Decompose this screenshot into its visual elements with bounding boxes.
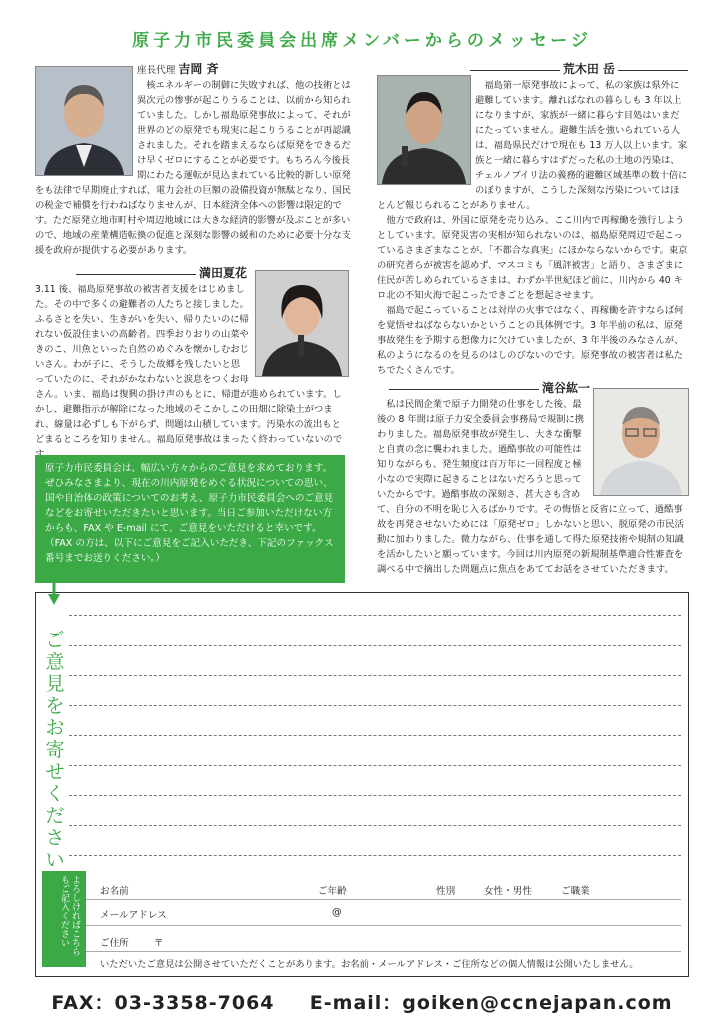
opinion-line[interactable]: [69, 645, 681, 646]
form-row-divider: [86, 899, 681, 900]
page-title: 原子力市民委員会出席メンバーからのメッセージ: [132, 31, 592, 51]
form-row-divider: [86, 951, 681, 952]
opinion-line[interactable]: [69, 825, 681, 826]
form-vertical-label: ご意見をお寄せください: [45, 629, 65, 871]
yoshioka-name: 吉岡 斉: [178, 62, 219, 76]
age-label: ご年齢: [318, 886, 347, 897]
opinion-line[interactable]: [69, 675, 681, 676]
yoshioka-body: 核エネルギーの制御に失敗すれば、他の技術とは異次元の惨事が起こりうることは、以前から知られていました。しかし福島原発事故によって、それが世界のどの原発でも現実に起こりうることが再認識されました。それを踏まえるならば原発をできるだけ早くゼロにすることが必要です。もちろん今後長期にわたる運転が見込まれている比較的新しい原発をも法律で早期廃止すれば、電力会社の巨額の設備投資が無駄となり、国民の税金で補償を行わねばなりませんが、日本経済全体への影響は限定的です。ただ原発立地市町村や周辺地域には大きな経済的影響が及ぶことが多いので、地域の産業構造転換の促進と深刻な影響の緩和のために必要十分な支援を政府が提供する必要があります。: [35, 80, 352, 256]
arakida-body3: 福島で起こっていることは対岸の火事ではなく、再稼働を許すならば何を覚悟せねばならないかということの具体例です。3 年半前の私は、原発事故発生を予期する想像力に欠けていましたが、3 年半後のみなさんが、私のようになるのを見るのはしのびないのです。原発事故の被害者は私たちでたくさんです。: [377, 305, 684, 376]
arakida-rule-right: [618, 70, 688, 71]
gender-options[interactable]: 女性・男性: [484, 886, 532, 897]
gender-label: 性別: [436, 886, 456, 897]
notice-line2: （FAX の方は、以下にご意見をご記入いただき、下記のファックス番号までお送りください。）: [45, 538, 334, 564]
opinion-line[interactable]: [69, 795, 681, 796]
form-row-divider: [86, 925, 681, 926]
mitsuda-body: 3.11 後、福島原発事故の被害者支援をはじめました。その中で多くの避難者の人たちと接しました。ふるさとを失い、生きがいを失い、帰りたいのに帰れない仮設住まいの高齢者。四季おりおりの山菜やきのこ、川魚といった自然のめぐみを懐かしむおじいさん。わが子に、そうした故郷を残したいと思っていたのに、それがかなわないと涙息をつくお母さん。いま、福島は復興の掛け声のもとに、帰還が進められています。しかし、避難指示が解除になった地域のそこかしこの田畑に除染土がつまれ、線量は必ずしも下がらず、問題は山積しています。汚染水の流出もとどまるところを知りません。福島原発事故はまったく終わっていないので: [35, 284, 343, 445]
job-label: ご職業: [561, 886, 590, 897]
notice-line1: 原子力市民委員会は、幅広い方々からのご意見を求めております。ぜひみなさまより、現在の川内原発をめぐる状況についての思い、国や自治体の政策についてのお考え、原子力市民委員会へのご意見などをお寄せいただきたいと思います。当日ご参加いただけない方からも、FAX や E-mail にて、ご意見をいただけると幸いです。: [45, 463, 334, 534]
at-mark: @: [332, 907, 342, 918]
mitsuda-name: 満田夏花: [198, 266, 247, 280]
mitsuda-rule: [76, 274, 196, 275]
opinion-line[interactable]: [69, 735, 681, 736]
mitsuda-section: [35, 266, 347, 462]
email-label: メールアドレス: [100, 910, 167, 921]
privacy-disclaimer: いただいたご意見は公開させていただくことがあります。お名前・メールアドレス・ご住所などの個人情報は公開いたしません。: [100, 959, 639, 970]
arakida-body1: 福島第一原発事故によって、私の家族は県外に避難しています。離ればなれの暮らしも 3 年以上になりますが、家族が一緒に暮らす目処はいまだにたっていません。避難生活を強いられている人は、福島県民だけで現在も 13 万人以上います。家族と一緒に暮らすはずだった私の土地の汚染は、チェルノブイリ法の義務的避難区域基準の数十倍にのぼりますが、こうした深刻な汚染についてはほとんど報じられることがありません。: [377, 80, 688, 211]
opinion-form: [35, 592, 689, 977]
opinion-line[interactable]: [69, 705, 681, 706]
address-label: ご住所: [100, 938, 129, 949]
takitani-name: 滝谷紘一: [541, 381, 590, 395]
contact-footer: [0, 988, 724, 1015]
yoshioka-role: 座長代理: [137, 65, 176, 76]
arakida-name: 荒木田 岳: [562, 62, 616, 76]
opinion-line[interactable]: [69, 615, 681, 616]
takitani-rule: [389, 389, 539, 390]
postal-mark: 〒: [154, 938, 164, 949]
email-address[interactable]: E-mail：goiken@ccnejapan.com: [309, 992, 673, 1014]
takitani-section: [377, 381, 688, 577]
down-arrow-icon: [48, 577, 60, 605]
name-label: お名前: [100, 886, 129, 897]
arakida-body2: 他方で政府は、外国に原発を売り込み、ここ川内で再稼働を強行しようとしています。原発災害の実相が知られないのは、福島原発周辺で起こっているさまざまなことが、「不都合な真実」にほかならないからです。東京の研究者らが被害を認めず、マスコミも「風評被害」と語り、さまざまに住民が苦しめられているさまは、わずか半世紀ほど前に、川内から 40 キロ北の不知火海で起こったできごとを想起させます。: [377, 215, 688, 301]
fax-number: FAX：03-3358-7064: [51, 992, 275, 1014]
arakida-rule: [470, 70, 560, 71]
yoshioka-section: [35, 62, 352, 258]
opinion-line[interactable]: [69, 765, 681, 766]
arakida-section: [377, 62, 688, 378]
info-tag: よろしければこちらもご記入ください: [42, 871, 86, 967]
opinion-line[interactable]: [69, 855, 681, 856]
notice-box: [35, 455, 345, 583]
takitani-body: 私は民間企業で原子力開発の仕事をした後、最後の 8 年間は原子力安全委員会事務局で規制に携わりました。福島原発事故が発生し、大きな衝撃と自責の念に襲われました。過酷事故の可能性は知りながらも、発生頻度は百万年に一回程度と極小なので実際に起きることはないだろうと思っていたからです。過酷事故の深刻さ、甚大さも含めて、自分の不明を恥じ入るばかりです。その悔悟と反省に立って、過酷事故を再発させないためには「原発ゼロ」しかないと思い、脱原発の市民活動に加わりました。微力ながら、仕事を通して得た原発技術や規制の知識を活かしたいと願っています。今回は川内原発の新規制基準適合性審査を調べる中で摘出した問題点に焦点をあててお話をさせていただきます。: [377, 399, 684, 575]
